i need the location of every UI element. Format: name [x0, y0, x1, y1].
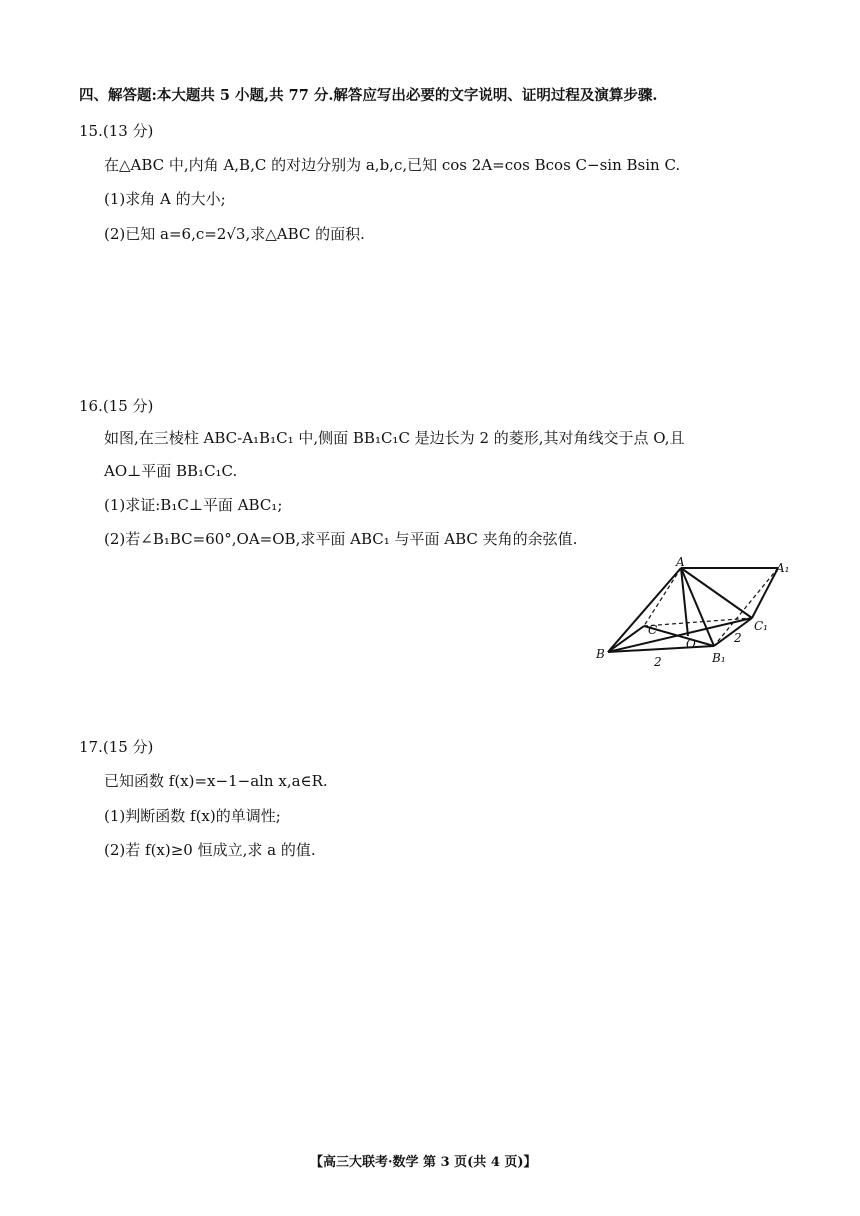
edge-A-B: [608, 568, 681, 652]
label-O: O: [686, 637, 696, 651]
question-15-part-2: (2)已知 a=6,c=2√3,求△ABC 的面积.: [104, 225, 365, 243]
question-17-part-2: (2)若 f(x)≥0 恒成立,求 a 的值.: [104, 841, 316, 859]
question-16-stem-line-2: AO⊥平面 BB₁C₁C.: [104, 462, 238, 480]
page-footer: 【高三大联考·数学 第 3 页(共 4 页)】: [310, 1155, 537, 1170]
label-C1: C₁: [754, 619, 768, 633]
question-16-number: 16.(15 分): [79, 397, 154, 415]
question-15-part-1: (1)求角 A 的大小;: [104, 190, 226, 208]
label-B1: B₁: [712, 651, 726, 665]
question-17-stem: 已知函数 f(x)=x−1−aln x,a∈R.: [104, 772, 328, 790]
label-A1: A₁: [776, 561, 790, 575]
hidden-edge-A-C: [644, 568, 681, 626]
section-heading: 四、解答题:本大题共 5 小题,共 77 分.解答应写出必要的文字说明、证明过程及演算步骤.: [79, 87, 658, 104]
prism-figure: [596, 556, 796, 674]
hidden-edge-A1-B1: [714, 568, 778, 646]
question-15-number: 15.(13 分): [79, 122, 154, 140]
label-C: C: [648, 623, 658, 637]
question-17-number: 17.(15 分): [79, 738, 154, 756]
edge-A1-C1: [752, 568, 778, 618]
question-16-part-2: (2)若∠B₁BC=60°,OA=OB,求平面 ABC₁ 与平面 ABC 夹角的余弦值.: [104, 530, 578, 548]
question-15-stem: 在△ABC 中,内角 A,B,C 的对边分别为 a,b,c,已知 cos 2A=cos Bcos C−sin Bsin C.: [104, 156, 681, 174]
question-16-stem-line-1: 如图,在三棱柱 ABC-A₁B₁C₁ 中,侧面 BB₁C₁C 是边长为 2 的菱形,其对角线交于点 O,且: [104, 429, 685, 447]
label-A: A: [676, 556, 685, 569]
label-side-length: 2: [734, 631, 742, 645]
question-17-part-1: (1)判断函数 f(x)的单调性;: [104, 807, 281, 825]
label-bottom-length: 2: [654, 655, 662, 669]
label-B: B: [596, 647, 605, 661]
question-16-part-1: (1)求证:B₁C⊥平面 ABC₁;: [104, 496, 283, 514]
